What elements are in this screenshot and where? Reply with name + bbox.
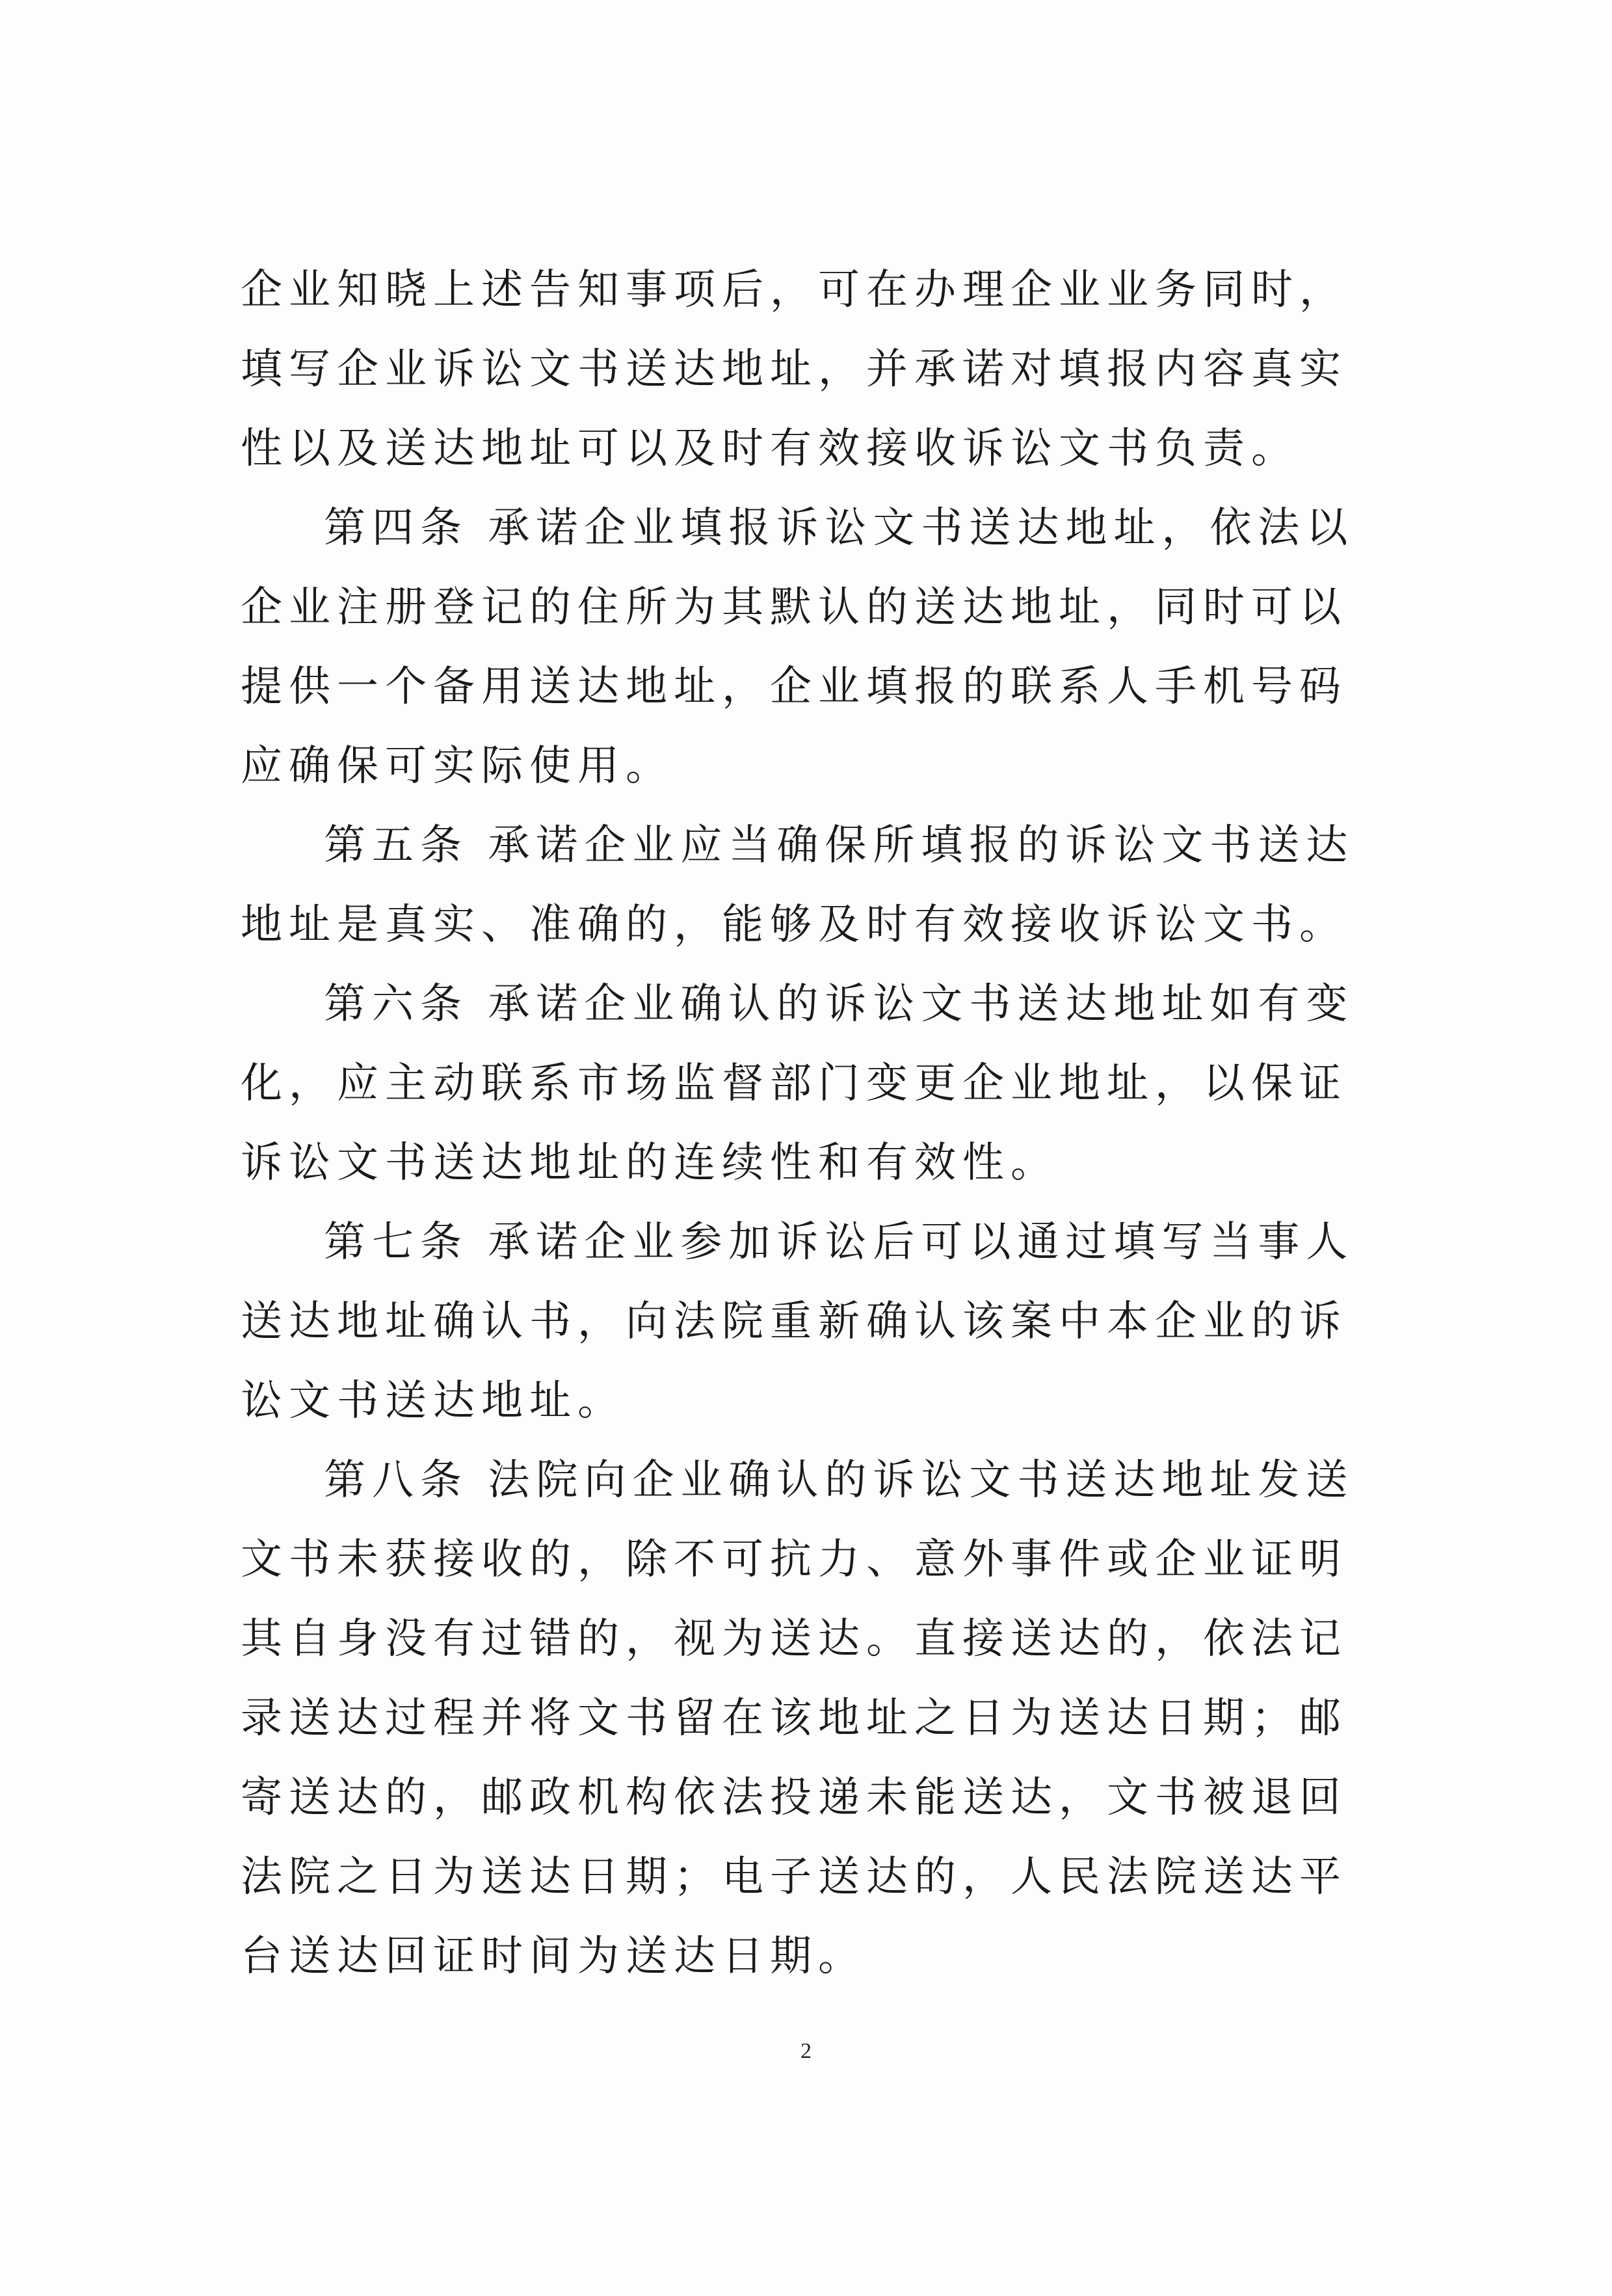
page-number: 2	[800, 2039, 812, 2063]
paragraph-article-6: 第六条 承诺企业确认的诉讼文书送达地址如有变化，应主动联系市场监督部门变更企业地址，以保证诉讼文书送达地址的连续性和有效性。	[241, 980, 1354, 1187]
paragraph-article-7: 第七条 承诺企业参加诉讼后可以通过填写当事人送达地址确认书，向法院重新确认该案中本企业的诉讼文书送达地址。	[241, 1218, 1354, 1425]
paragraph-article-5: 第五条 承诺企业应当确保所填报的诉讼文书送达地址是真实、准确的，能够及时有效接收诉讼文书。	[241, 821, 1354, 949]
document-body	[241, 250, 1385, 1996]
paragraph-article-8: 第八条 法院向企业确认的诉讼文书送达地址发送文书未获接收的，除不可抗力、意外事件或企业证明其自身没有过错的，视为送达。直接送达的，依法记录送达过程并将文书留在该地址之日为送达日期；邮寄送达的，邮政机构依法投递未能送达，文书被退回法院之日为送达日期；电子送达的，人民法院送达平台送达回证时间为送达日期。	[241, 1456, 1354, 1981]
paragraph-article-4: 第四条 承诺企业填报诉讼文书送达地址，依法以企业注册登记的住所为其默认的送达地址，同时可以提供一个备用送达地址，企业填报的联系人手机号码应确保可实际使用。	[241, 504, 1354, 790]
paragraph-continuation: 企业知晓上述告知事项后，可在办理企业业务同时，填写企业诉讼文书送达地址，并承诺对填报内容真实性以及送达地址可以及时有效接收诉讼文书负责。	[241, 266, 1347, 473]
